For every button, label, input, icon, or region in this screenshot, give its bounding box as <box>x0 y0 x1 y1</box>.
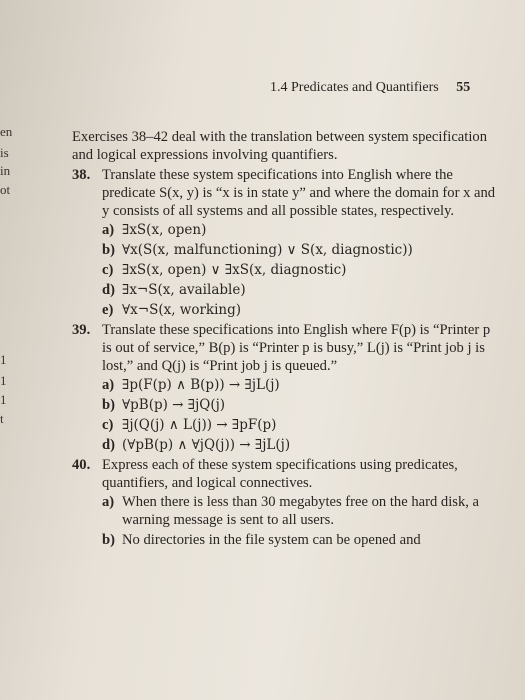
page-content <box>72 128 502 551</box>
item-expression: ∀pB(p) → ∃jQ(j) <box>122 397 226 413</box>
item-label: d) <box>102 282 115 298</box>
item-expression: ∃x¬S(x, available) <box>122 282 246 298</box>
item-expression: ∃xS(x, open) <box>122 222 207 238</box>
margin-fragment: in <box>0 163 11 178</box>
section-title: 1.4 Predicates and Quantifiers <box>270 80 439 95</box>
exercise-item <box>102 241 502 259</box>
margin-fragment: 1 <box>0 373 7 388</box>
item-label: a) <box>102 222 115 238</box>
margin-fragment: en <box>0 124 13 139</box>
exercise-item <box>102 416 502 434</box>
item-expression: (∀pB(p) ∧ ∀jQ(j)) → ∃jL(j) <box>122 437 291 453</box>
item-expression: ∀x¬S(x, working) <box>122 302 242 318</box>
exercise-number: 38. <box>72 167 91 183</box>
exercise-text: Translate these system specifications into English where the predicate S(x, y) is “x is in state y” and where the domain for x and y consists of all systems and all possible states, respectively. <box>102 167 496 219</box>
exercise-item <box>102 261 502 279</box>
item-label: a) <box>102 494 115 510</box>
item-label: b) <box>102 397 115 413</box>
margin-fragment: is <box>0 145 9 160</box>
item-label: e) <box>102 302 114 318</box>
item-expression: ∀x(S(x, malfunctioning) ∨ S(x, diagnostic)) <box>122 242 413 258</box>
margin-fragment: 1 <box>0 352 7 367</box>
exercise-text: Translate these specifications into English where F(p) is “Printer p is out of service,” B(p) is “Printer p is busy,” L(j) is “Print job j is lost,” and Q(j) is “Print job j is queued.” <box>102 322 491 374</box>
exercise-item <box>102 376 502 394</box>
item-label: b) <box>102 242 115 258</box>
item-expression: ∃j(Q(j) ∧ L(j)) → ∃pF(p) <box>122 417 277 433</box>
item-label: a) <box>102 377 115 393</box>
item-expression: ∃xS(x, open) ∨ ∃xS(x, diagnostic) <box>122 262 347 278</box>
margin-fragment: 1 <box>0 392 7 407</box>
page-number: 55 <box>456 80 471 95</box>
running-header <box>270 80 470 96</box>
exercise-item <box>102 396 502 414</box>
item-label: c) <box>102 417 114 433</box>
item-label: b) <box>102 532 115 548</box>
exercise-item <box>102 493 502 529</box>
exercise-39 <box>72 321 502 454</box>
exercise-item <box>102 221 502 239</box>
exercise-number: 40. <box>72 457 91 473</box>
exercise-40 <box>72 456 502 549</box>
margin-fragment: ot <box>0 182 11 197</box>
item-text: No directories in the file system can be opened and <box>122 532 421 548</box>
item-expression: ∃p(F(p) ∧ B(p)) → ∃jL(j) <box>122 377 280 393</box>
exercise-text: Express each of these system specifications using predicates, quantifiers, and logical connectives. <box>102 457 458 491</box>
exercise-item <box>102 436 502 454</box>
exercise-item <box>102 531 502 549</box>
exercise-number: 39. <box>72 322 91 338</box>
item-text: When there is less than 30 megabytes free on the hard disk, a warning message is sent to all users. <box>122 494 480 528</box>
exercise-item <box>102 281 502 299</box>
item-label: c) <box>102 262 114 278</box>
exercise-item <box>102 301 502 319</box>
margin-fragment: t <box>0 411 4 426</box>
exercise-38 <box>72 166 502 319</box>
exercise-intro: Exercises 38–42 deal with the translation between system specification and logical expressions involving quantifiers. <box>72 129 487 163</box>
item-label: d) <box>102 437 115 453</box>
